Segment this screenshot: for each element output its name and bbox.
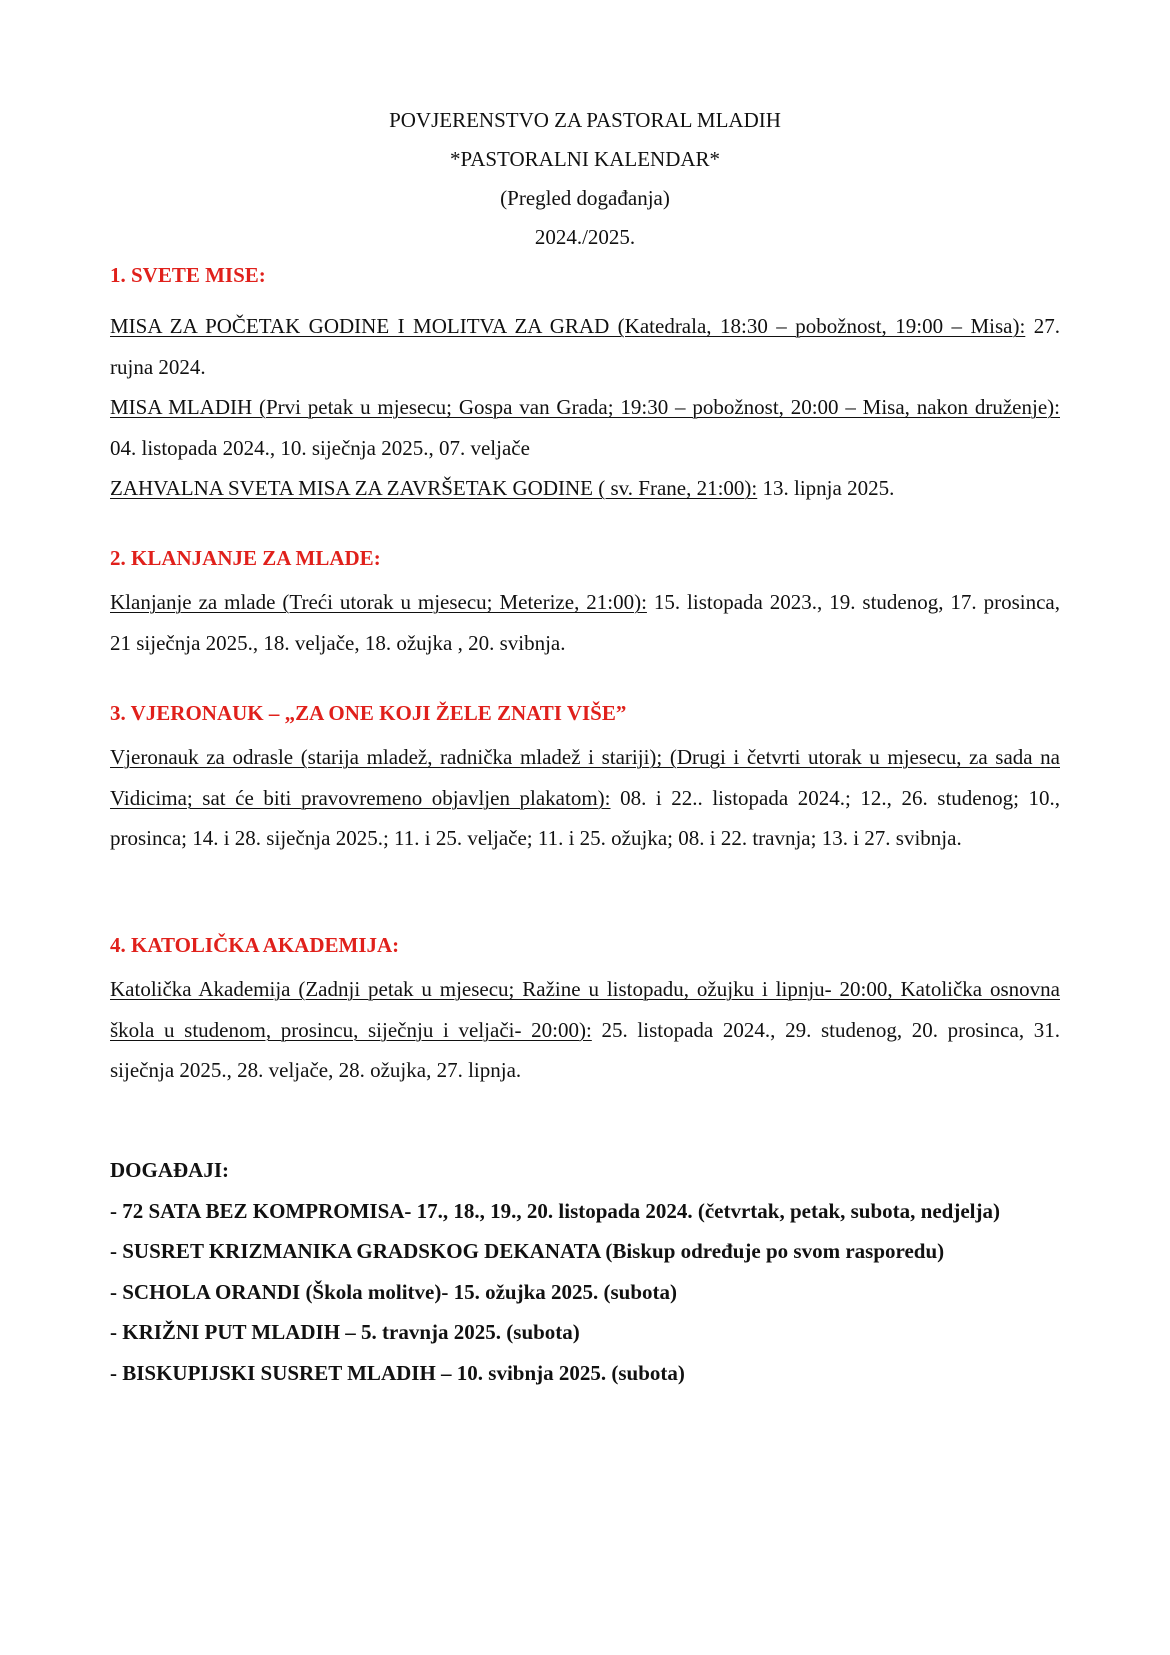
paragraph-misa-pocetak (110, 306, 1060, 387)
event-item: - BISKUPIJSKI SUSRET MLADIH – 10. svibnja 2025. (subota) (110, 1360, 685, 1385)
paragraph-klanjanje (110, 582, 1060, 663)
header-line-4: 2024./2025. (534, 225, 636, 249)
paragraph-misa-mladih (110, 387, 1060, 468)
header-line-2: *PASTORALNI KALENDAR* (449, 147, 721, 171)
event-dates: 15. listopada 2023., 19. studenog, 17. prosinca, 21 siječnja 2025., 18. veljače, 18. ožujka , 20. svibnja. (110, 590, 1060, 655)
event-item: - 72 SATA BEZ KOMPROMISA- 17., 18., 19., 20. listopada 2024. (četvrtak, petak, subota, nedjelja) (110, 1198, 1000, 1223)
paragraph-vjeronauk (110, 737, 1060, 859)
section-heading-svete-mise: 1. SVETE MISE: (110, 263, 266, 287)
event-dates: 27. rujna 2024. (110, 314, 1060, 379)
section-heading-vjeronauk: 3. VJERONAUK – „ZA ONE KOJI ŽELE ZNATI VIŠE” (110, 701, 627, 725)
event-item: - SCHOLA ORANDI (Škola molitve)- 15. ožujka 2025. (subota) (110, 1279, 678, 1304)
event-label: MISA ZA POČETAK GODINE I MOLITVA ZA GRAD (Katedrala, 18:30 – pobožnost, 19:00 – Misa): (110, 314, 1026, 338)
section-heading-katolicka-akademija: 4. KATOLIČKA AKADEMIJA: (110, 933, 400, 957)
event-label: MISA MLADIH (Prvi petak u mjesecu; Gospa van Grada; 19:30 – pobožnost, 20:00 – Misa, nakon druženje): (110, 395, 1060, 419)
event-item: - KRIŽNI PUT MLADIH – 5. travnja 2025. (subota) (110, 1320, 580, 1345)
events-list (110, 1150, 1060, 1394)
event-label: Klanjanje za mlade (Treći utorak u mjesecu; Meterize, 21:00): (110, 590, 647, 614)
section-heading-klanjanje: 2. KLANJANJE ZA MLADE: (110, 546, 381, 570)
events-title: DOGAĐAJI: (110, 1158, 229, 1182)
event-dates: 13. lipnja 2025. (757, 476, 895, 500)
event-label: Katolička Akademija (Zadnji petak u mjesecu; Ražine u listopadu, ožujku i lipnju- 20:00, Katolička osnovna škola u studenom, prosincu, siječnju i veljači- 20:00): (110, 977, 1060, 1042)
paragraph-katolicka-akademija (110, 969, 1060, 1091)
event-label: ZAHVALNA SVETA MISA ZA ZAVRŠETAK GODINE ( sv. Frane, 21:00): (110, 476, 758, 500)
header-line-3: (Pregled događanja) (500, 186, 670, 210)
event-item: - SUSRET KRIZMANIKA GRADSKOG DEKANATA (Biskup određuje po svom rasporedu) (110, 1239, 945, 1264)
header-line-1: POVJERENSTVO ZA PASTORAL MLADIH (389, 108, 781, 132)
event-label: Vjeronauk za odrasle (starija mladež, radnička mladež i stariji); (Drugi i četvrti utorak u mjesecu, za sada na Vidicima; sat će biti pravovremeno objavljen plakatom): (110, 745, 1060, 810)
event-dates: 25. listopada 2024., 29. studenog, 20. prosinca, 31. siječnja 2025., 28. veljače, 28. ožujka, 27. lipnja. (110, 1017, 1060, 1083)
event-dates: 04. listopada 2024., 10. siječnja 2025., 07. veljače (110, 435, 530, 460)
paragraph-zahvalna-misa (110, 468, 1060, 509)
event-dates: 08. i 22.. listopada 2024.; 12., 26. studenog; 10., prosinca; 14. i 28. siječnja 2025.; 11. i 25. veljače; 11. i 25. ožujka; 08. i 22. travnja; 13. i 27. svibnja. (110, 785, 1060, 851)
